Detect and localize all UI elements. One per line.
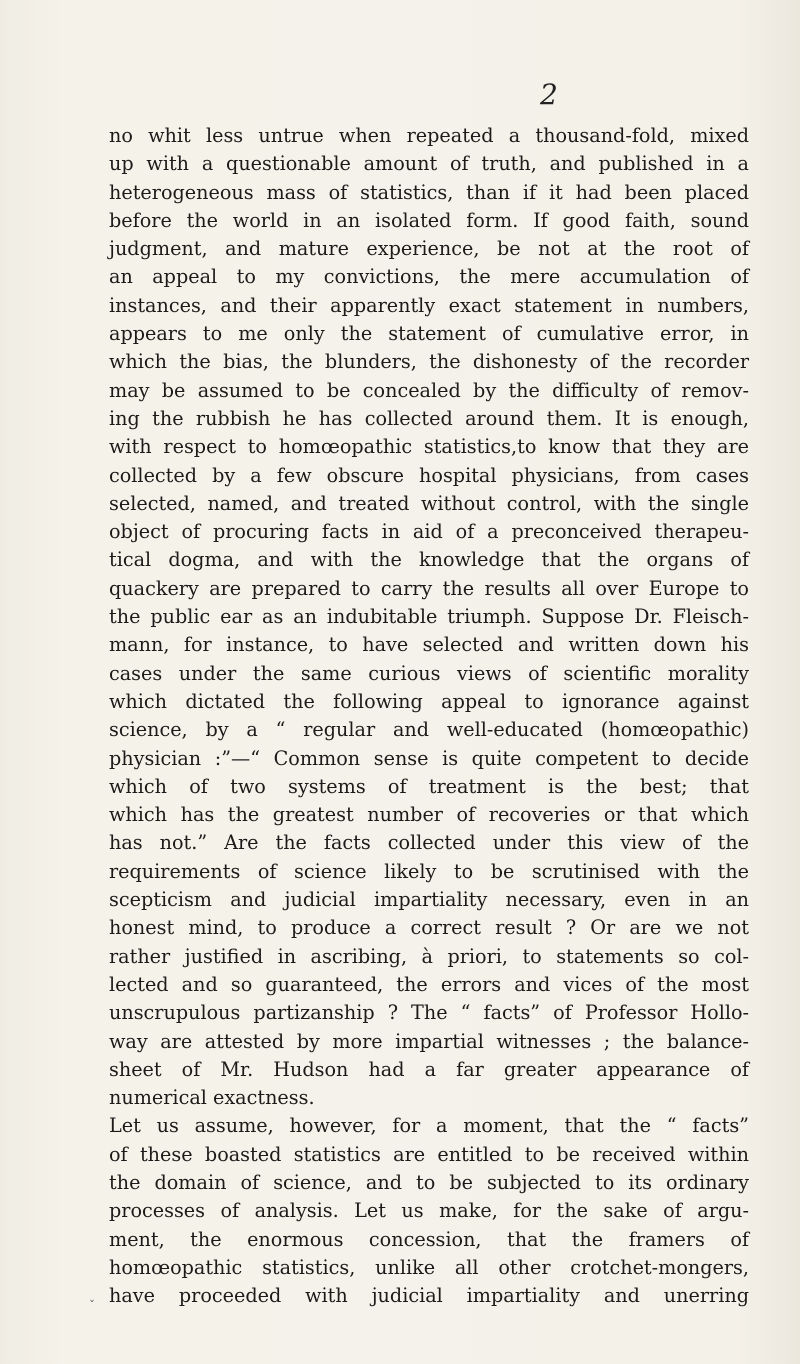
text-line: lected and so guaranteed, the errors and vices of the most [109,972,749,996]
stray-mark: ˯ [89,1288,95,1302]
text-line: no whit less untrue when repeated a thousand-fold, mixed [109,124,749,147]
text-line: collected by a few obscure hospital physicians, from cases [109,463,749,487]
text-line: cases under the same curious views of scientific morality [109,661,749,685]
text-line: which of two systems of treatment is the best; that [109,774,749,798]
text-line: the public ear as an indubitable triumph. Suppose Dr. Fleisch- [109,605,749,629]
body-text [109,122,749,1310]
text-line: processes of analysis. Let us make, for the sake of argu- [109,1199,749,1223]
text-line: may be assumed to be concealed by the difficulty of remov- [109,378,749,402]
text-line: which dictated the following appeal to ignorance against [109,689,749,713]
text-line: ment, the enormous concession, that the framers of [109,1227,749,1251]
text-line: of these boasted statistics are entitled to be received within [109,1142,749,1166]
text-line: have proceeded with judicial impartiality and unerring [109,1284,749,1308]
text-line: which the bias, the blunders, the dishonesty of the recorder [109,350,749,374]
text-line: judgment, and mature experience, be not at the root of [109,237,749,261]
text-line: before the world in an isolated form. If good faith, sound [109,208,749,232]
text-line: honest mind, to produce a correct result ? Or are we not [109,916,749,940]
text-line: quackery are prepared to carry the results all over Europe to [109,576,749,600]
text-line: ing the rubbish he has collected around them. It is enough, [109,406,749,430]
text-line: object of procuring facts in aid of a preconceived therapeu- [109,520,749,544]
text-line: Let us assume, however, for a moment, that the “ facts” [109,1114,749,1138]
text-line: way are attested by more impartial witnesses ; the balance- [109,1029,749,1053]
page-number: 2 [540,78,558,111]
text-line: which has the greatest number of recoveries or that which [109,803,749,827]
text-line: tical dogma, and with the knowledge that the organs of [109,548,749,572]
text-line: science, by a “ regular and well-educated (homœopathic) [109,718,749,742]
text-line: the domain of science, and to be subjected to its ordinary [109,1170,749,1194]
text-line: rather justified in ascribing, à priori, to statements so col- [109,944,749,968]
text-line: scepticism and judicial impartiality necessary, even in an [109,888,749,912]
text-line: has not.” Are the facts collected under this view of the [109,831,749,855]
text-line: physician :”—“ Common sense is quite competent to decide [109,746,749,770]
text-line: instances, and their apparently exact statement in numbers, [109,293,749,317]
text-line: requirements of science likely to be scrutinised with the [109,859,749,883]
text-line: heterogeneous mass of statistics, than if it had been placed [109,180,749,204]
text-line: appears to me only the statement of cumulative error, in [109,322,749,346]
text-line: an appeal to my convictions, the mere accumulation of [109,265,749,289]
text-line: selected, named, and treated without control, with the single [109,491,749,515]
text-line: mann, for instance, to have selected and written down his [109,633,749,657]
text-line: numerical exactness. [109,1086,315,1110]
text-line: up with a questionable amount of truth, and published in a [109,152,749,176]
text-line: homœopathic statistics, unlike all other crotchet-mongers, [109,1255,749,1279]
text-line: sheet of Mr. Hudson had a far greater appearance of [109,1057,749,1081]
text-line: with respect to homœopathic statistics,to know that they are [109,435,749,459]
text-line: unscrupulous partizanship ? The “ facts” of Professor Hollo- [109,1001,749,1025]
